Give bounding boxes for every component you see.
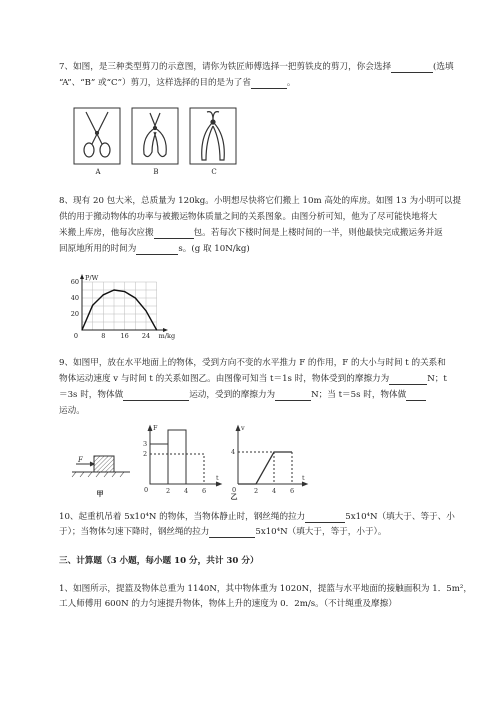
q9-line3c: N；当 t＝5s 时，物体做 [311, 390, 407, 400]
section-title: 三、计算题（3 小题，每小题 10 分，共计 30 分） [59, 556, 259, 566]
curve-point [145, 310, 146, 311]
q11-line1: 1、如图所示，提篮及物体总重为 1140N，其中物体重为 1020N，提篮与水平地面的接触面积为 1．5m²， [59, 584, 472, 594]
v-origin: 0 [232, 486, 237, 494]
chart-origin: 0 [73, 332, 78, 340]
q7-line2-text: “A”、“B” 或“C”）剪刀，这样选择的目的是为了省 [59, 78, 251, 88]
chart-x-tick: 16 [120, 332, 129, 340]
label-c: C [211, 168, 217, 176]
chart-x-tick: 8 [101, 332, 106, 340]
q8-line1: 8、现有 20 包大米，总质量为 120kg。小明想尽快将它们搬上 10m 高处的库房。如图 13 为小明可以提 [59, 196, 462, 206]
fig-label-jia: 甲 [96, 489, 104, 498]
q9-line3b: 运动，受到的摩擦力为 [189, 390, 276, 400]
q8-line3a: 米搬上库房，他每次应搬 [59, 228, 154, 238]
v-tick-6: 6 [290, 487, 295, 495]
q7-line1 [59, 62, 454, 73]
f-origin: 0 [144, 486, 149, 494]
scissors-b-icon [144, 113, 167, 157]
f-tick-2: 2 [166, 487, 171, 495]
q8-line4b: s。(g 取 10N/kg) [178, 244, 250, 254]
q8-line3 [59, 228, 443, 239]
q9-blank-4 [406, 391, 426, 401]
q9-line3a: ＝3s 时，物体做 [59, 390, 124, 400]
f-ytick-3: 3 [143, 440, 148, 448]
scissors-a-frame [74, 108, 120, 164]
scissors-figure [72, 106, 242, 178]
label-b: B [153, 168, 159, 176]
q10-line1b: 5x10⁴N（填大于、等于、小 [345, 512, 455, 522]
f-t-graph [148, 426, 221, 486]
q9-figures [70, 422, 310, 502]
q10-blank-2 [209, 528, 255, 538]
q7-line1-text: 7、如图，是三种类型剪刀的示意图，请你为铁匠师傅选择一把剪铁皮的剪刀，你会选择 [59, 62, 392, 72]
y-axis-arrow [80, 274, 84, 279]
q7-blank-2 [251, 79, 287, 89]
q11-line2: 工人师傅用 600N 的力匀速提升物体，物体上升的速度为 0．2m/s。（不计绳重及摩擦） [59, 599, 397, 609]
q9-blank-1 [389, 375, 427, 385]
q10-line1a: 10、起重机吊着 5x10⁴N 的物体，当物体静止时，钢丝绳的拉力 [59, 512, 306, 522]
q7-blank-1 [391, 63, 433, 73]
q8-line3b: 包。若每次下楼时间是上楼时间的一半，则他最快完成搬运务并返 [193, 228, 443, 238]
curve-point [103, 294, 104, 295]
chart-y-tick: 40 [70, 294, 79, 302]
q10-blank-1 [305, 513, 345, 523]
power-mass-chart [58, 270, 188, 350]
curve-point [124, 291, 125, 292]
f-ytick-2: 2 [143, 450, 148, 458]
power-curve [82, 290, 157, 330]
q9-line1: 9、如图甲，放在水平地面上的物体，受到方向不变的水平推力 F 的作用，F 的大小与时间 t 的关系和 [59, 358, 446, 368]
force-f-label: F [78, 456, 83, 464]
q7-line2-tail: 。 [286, 78, 296, 88]
q10-line2a: 于）；当物体匀速下降时，钢丝绳的拉力 [59, 527, 210, 537]
q7-line1-tail: (选填 [433, 62, 454, 72]
fig-label-yi: 乙 [230, 492, 238, 501]
q8-line2: 供的用于搬动物体的功率与被搬运物体质量之间的关系图象。由图分析可知，他为了尽可能快地将大 [59, 212, 438, 222]
q9-line4: 运动。 [59, 406, 85, 416]
f-tick-4: 4 [184, 487, 189, 495]
curve-point [81, 329, 82, 330]
q9-line2 [59, 374, 447, 385]
power-mass-chart-svg [58, 270, 188, 350]
chart-x-tick: 24 [141, 332, 151, 340]
v-t-axis-label: t [302, 474, 305, 482]
scissors-c-icon [202, 112, 225, 160]
chart-y-tick: 20 [70, 310, 79, 318]
curve-point [92, 305, 93, 306]
q9-figures-svg [70, 422, 310, 502]
chart-x-label: m/kg [158, 332, 176, 340]
curve-point [156, 329, 157, 330]
scissors-a-icon [84, 112, 110, 157]
v-tick-4: 4 [272, 487, 277, 495]
v-tick-2: 2 [254, 487, 259, 495]
v-ytick-4: 4 [231, 448, 236, 456]
q9-line2b: N；t [427, 374, 447, 384]
chart-y-label: P/W [85, 274, 99, 282]
q9-blank-3 [275, 391, 311, 401]
q9-blank-2 [123, 391, 189, 401]
f-t-axis-label: t [216, 474, 219, 482]
q10-line2b: 5x10⁴N（填大于，等于，小于）。 [255, 527, 387, 537]
q7-line2 [59, 78, 296, 89]
chart-y-tick: 60 [70, 278, 79, 286]
curve-point [113, 289, 114, 290]
q10-line1 [59, 512, 455, 523]
curve-point [135, 297, 136, 298]
q8-blank-1 [154, 229, 194, 239]
f-tick-6: 6 [202, 487, 207, 495]
q9-line2a: 物体运动速度 v 与时间 t 的关系如图乙。由图像可知当 t＝1s 时，物体受到的摩擦力为 [59, 374, 390, 384]
scissors-drawing [72, 106, 242, 168]
q9-line3 [59, 390, 426, 401]
label-a: A [95, 168, 101, 176]
q10-line2 [59, 527, 386, 538]
q8-line4 [59, 244, 250, 255]
f-axis-label: F [153, 424, 158, 432]
q8-line4a: 回原地所用的时间为 [59, 244, 137, 254]
q8-blank-2 [136, 245, 178, 255]
v-t-graph [236, 426, 307, 486]
v-axis-label: v [241, 424, 245, 432]
